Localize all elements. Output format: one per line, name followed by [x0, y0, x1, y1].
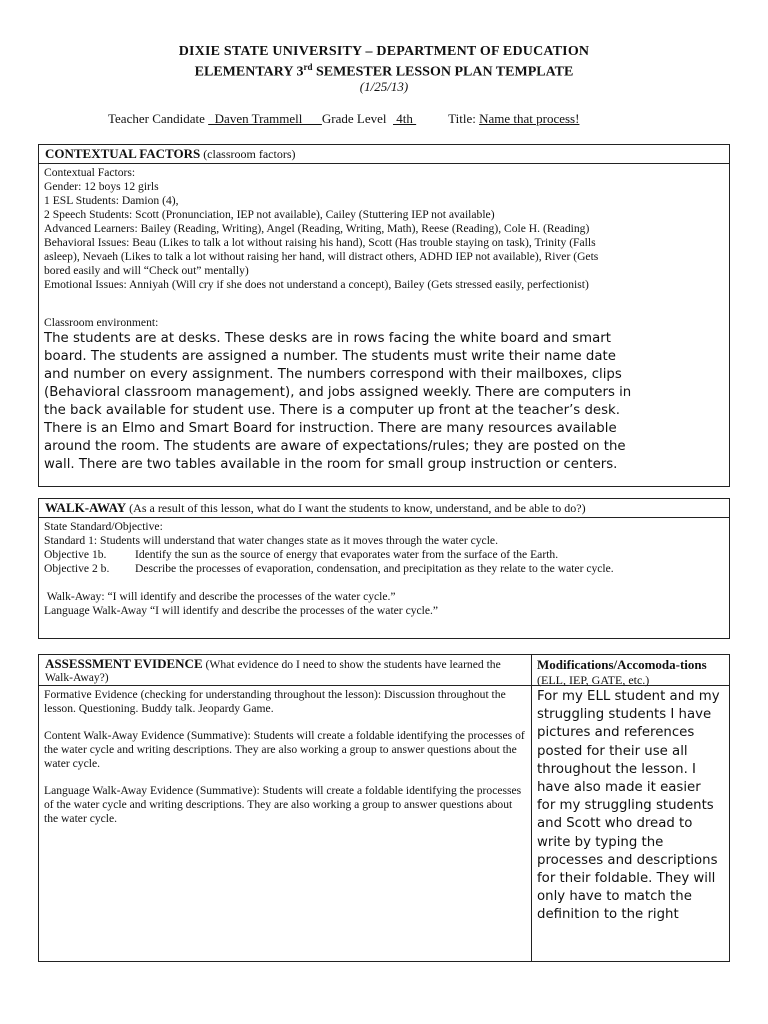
environment-line: (Behavioral classroom management), and jobs assigned weekly. There are computers in [44, 385, 632, 400]
language-walk-away-evidence: Language Walk-Away Evidence (Summative): Students will create a foldable identifying the processes of the water cycle and writing descriptions. They are also working a group to answer questions about the water cycle. [44, 784, 522, 825]
modifications-text: For my ELL student and my struggling students I have pictures and references posted for their use all throughout the lesson. I have also made it easier for my struggling students and Scott who dread to write by typing the processes and descriptions for their foldable. They will only have to match the definition to the right [537, 689, 720, 923]
grade-label: Grade Level [321, 111, 394, 126]
contextual-factors-body [39, 164, 729, 476]
environment-line: the back available for student use. There is a computer up front at the teacher’s desk. [44, 403, 620, 418]
contextual-line: Emotional Issues: Anniyah (Will cry if she does not understand a concept), Bailey (Gets stressed easily, perfectionist) [44, 278, 589, 291]
walk-away-heading [39, 499, 729, 518]
section-title: Modifications/Accomoda-tions [537, 657, 707, 672]
content-walk-away-evidence: Content Walk-Away Evidence (Summative): Students will create a foldable identifying the processes of the water cycle and writing descriptions. They are also working a group to answer questions about the water cycle. [44, 729, 525, 770]
section-title: ASSESSMENT EVIDENCE [45, 656, 203, 671]
standard-text: Standard 1: Students will understand that water changes state as it moves through the water cycle. [44, 534, 498, 547]
assessment-evidence-heading [39, 655, 531, 686]
section-note: (classroom factors) [200, 147, 296, 161]
classroom-environment-text [44, 330, 724, 474]
standard-label: State Standard/Objective: [44, 520, 163, 533]
section-note: (As a result of this lesson, what do I want the students to know, understand, and be able to do?) [126, 501, 586, 515]
document-title: DIXIE STATE UNIVERSITY – DEPARTMENT OF EDUCATION [178, 44, 590, 59]
contextual-line: Behavioral Issues: Beau (Likes to talk a lot without raising his hand), Scott (Has trouble staying on task), Trinity (Falls [44, 236, 596, 249]
modifications-heading [531, 655, 729, 686]
contextual-factors-heading [39, 145, 729, 164]
lesson-meta [108, 111, 579, 127]
walk-away-section [38, 498, 730, 639]
environment-line: board. The students are assigned a number. The students must write their name date [44, 349, 616, 364]
teacher-name: Daven Trammell [208, 111, 322, 126]
environment-line: wall. There are two tables available in the room for small group instruction or centers. [44, 457, 618, 472]
objective-text: Identify the sun as the source of energy that evaporates water from the surface of the Earth. [135, 548, 559, 561]
objective-text: Describe the processes of evaporation, condensation, and precipitation as they relate to the water cycle. [135, 562, 614, 575]
contextual-factors-section [38, 144, 730, 487]
contextual-line: bored easily and will “Check out” mentally) [44, 264, 249, 277]
title-label: Title: [448, 111, 480, 126]
contextual-line: 1 ESL Students: Damion (4), [44, 194, 179, 207]
teacher-label: Teacher Candidate [108, 111, 209, 126]
walk-away-body [39, 518, 729, 620]
contextual-line: Advanced Learners: Bailey (Reading, Writing), Angel (Reading, Writing, Math), Reese (Reading), Cole H. (Reading) [44, 222, 590, 235]
subtitle-part: SEMESTER LESSON PLAN TEMPLATE [312, 64, 574, 80]
environment-line: around the room. The students are aware of expectations/rules; they are posted on the [44, 439, 626, 454]
objective-row [44, 548, 724, 562]
assessment-evidence-column [39, 655, 532, 961]
contextual-line: Contextual Factors: [44, 166, 136, 179]
environment-line: and number on every assignment. The numbers correspond with their mailboxes, clips [44, 367, 622, 382]
contextual-line: Gender: 12 boys 12 girls [44, 180, 159, 193]
document-date: (1/25/13) [359, 79, 409, 94]
contextual-line: asleep), Nevaeh (Likes to talk a lot without raising her hand, will distract others, ADHD IEP not available), River (Gets [44, 250, 599, 263]
classroom-environment-label: Classroom environment: [44, 316, 159, 329]
objective-label: Objective 2 b. [44, 562, 110, 575]
objective-row [44, 562, 724, 576]
section-title: CONTEXTUAL FACTORS [45, 146, 201, 161]
section-title: WALK-AWAY [45, 500, 127, 515]
language-walk-away-statement: Language Walk-Away “I will identify and describe the processes of the water cycle.” [44, 604, 439, 617]
environment-line: There is an Elmo and Smart Board for instruction. There are many resources available [44, 421, 617, 436]
document-subtitle [0, 62, 768, 81]
subtitle-part: ELEMENTARY 3 [194, 64, 304, 80]
walk-away-statement: Walk-Away: “I will identify and describe the processes of the water cycle.” [44, 590, 396, 603]
title-value: Name that process! [479, 111, 580, 126]
grade-value: 4th [393, 111, 417, 126]
contextual-line: 2 Speech Students: Scott (Pronunciation, IEP not available), Cailey (Stuttering IEP not available) [44, 208, 495, 221]
formative-evidence: Formative Evidence (checking for understanding throughout the lesson): Discussion throughout the lesson. Questioning. Buddy talk. Jeopardy Game. [44, 688, 506, 715]
section-note: (What evidence do I need to show the students have learned the Walk-Away?) [45, 658, 501, 684]
assessment-evidence-body [39, 686, 531, 841]
modifications-column [531, 655, 729, 961]
assessment-section [38, 654, 730, 962]
objective-label: Objective 1b. [44, 548, 107, 561]
subtitle-superscript: rd [303, 62, 313, 72]
environment-line: The students are at desks. These desks are in rows facing the white board and smart [44, 331, 611, 346]
section-note: (ELL, IEP, GATE, etc.) [537, 673, 650, 687]
